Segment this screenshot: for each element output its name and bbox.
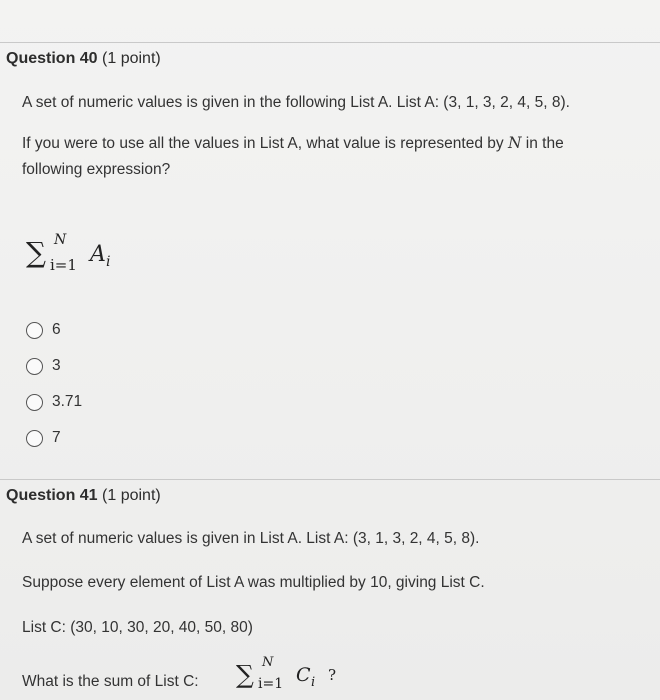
radio-button[interactable] <box>26 430 43 447</box>
answer-option-label: 7 <box>52 429 61 446</box>
answer-option-label: 3 <box>52 357 61 374</box>
question-40-prompt: A set of numeric values is given in the following List A. List A: (3, 1, 3, 2, 4, 5, 8). <box>22 94 570 111</box>
answer-option-4[interactable] <box>26 426 61 450</box>
question-41-points: (1 point) <box>102 487 161 504</box>
answer-option-label: 3.71 <box>52 393 83 410</box>
summation-term-subscript: i <box>106 254 111 270</box>
question-41-prompt: A set of numeric values is given in List A. List A: (3, 1, 3, 2, 4, 5, 8). <box>22 530 480 547</box>
question-40-title <box>6 50 161 68</box>
summation-lower-limit: i=1 <box>258 676 284 692</box>
radio-button[interactable] <box>26 394 43 411</box>
question-40-question-text: If you were to use all the values in List A, what value is represented by <box>22 135 508 152</box>
answer-option-2[interactable] <box>26 354 61 378</box>
question-40-question-line2: following expression? <box>22 161 171 178</box>
summation-suffix: ? <box>328 666 337 684</box>
summation-upper-limit: N <box>54 232 67 248</box>
question-41-line4: What is the sum of List C: <box>22 673 199 690</box>
summation-upper-limit: N <box>262 655 274 670</box>
answer-option-label: 6 <box>52 321 61 338</box>
answer-option-3[interactable] <box>26 390 82 414</box>
answer-option-1[interactable] <box>26 318 61 342</box>
sigma-icon: ∑ <box>26 236 46 269</box>
question-41-line3: List C: (30, 10, 30, 20, 40, 50, 80) <box>22 619 253 636</box>
question-40-summation-expression <box>26 232 146 282</box>
radio-button[interactable] <box>26 322 43 339</box>
radio-button[interactable] <box>26 358 43 375</box>
question-41-number: Question 41 <box>6 487 98 504</box>
question-41-summation-expression <box>236 656 356 700</box>
summation-lower-limit: i=1 <box>50 256 77 274</box>
question-40-number: Question 40 <box>6 50 98 67</box>
sigma-icon: ∑ <box>236 660 254 689</box>
question-41-header <box>0 479 660 508</box>
question-40-question-text-end: in the <box>521 135 564 152</box>
question-40-header <box>0 42 660 71</box>
question-40-question-var: N <box>507 134 522 152</box>
question-41-line2: Suppose every element of List A was multiplied by 10, giving List C. <box>22 574 485 591</box>
question-40-points: (1 point) <box>102 50 161 67</box>
summation-term-subscript: i <box>311 675 316 690</box>
question-41-title <box>6 487 161 505</box>
question-40-question-line1 <box>22 131 564 156</box>
summation-term: C <box>296 664 311 686</box>
summation-term: A <box>90 242 106 267</box>
